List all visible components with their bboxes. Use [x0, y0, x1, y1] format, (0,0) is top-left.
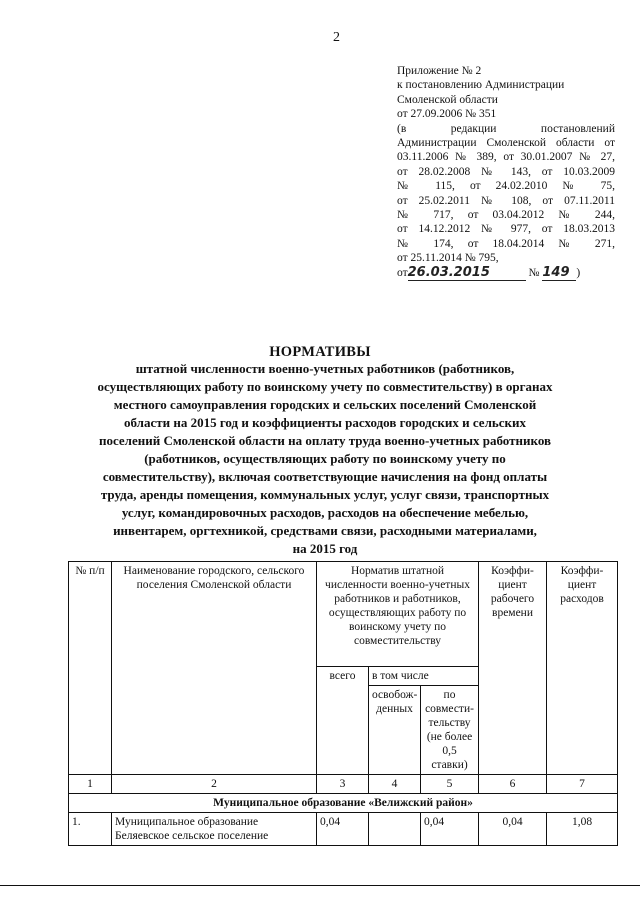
- column-number: 7: [547, 775, 618, 794]
- row-cost-coef: 1,08: [547, 813, 618, 846]
- row-time-coef: 0,04: [479, 813, 547, 846]
- subtitle-line: штатной численности военно-учетных работников (работников,: [135, 361, 515, 376]
- subtitle-line: (работников, осуществляющих работу по воинскому учету по: [144, 451, 506, 466]
- section-title: Муниципальное образование «Велижский район»: [69, 794, 618, 813]
- subtitle-line: услуг, командировочных расходов, расходов на обеспечение мебелью,: [121, 505, 529, 520]
- amendments-line: Администрации Смоленской области от: [397, 137, 615, 150]
- header-num: № п/п: [69, 562, 112, 775]
- header-cost-coef: Коэффи-циент расходов: [547, 562, 618, 775]
- amendments-line: № 717, от 03.04.2012 № 244,: [397, 208, 615, 221]
- column-number: 6: [479, 775, 547, 794]
- amendments-line: 03.11.2006 № 389, от 30.01.2007 № 27,: [397, 151, 615, 164]
- page-number: 2: [333, 30, 340, 45]
- column-number: 2: [112, 775, 317, 794]
- appendix-line: от 27.09.2006 № 351: [397, 108, 497, 121]
- row-released: [369, 813, 421, 846]
- handwritten-number: 149: [542, 264, 570, 280]
- sign-prefix: от: [397, 266, 408, 279]
- row-num: 1.: [69, 813, 112, 846]
- amendments-line: № 174, от 18.04.2014 № 271,: [397, 237, 615, 250]
- handwritten-date: 26.03.2015: [407, 264, 490, 280]
- document-title: НОРМАТИВЫ: [269, 344, 371, 360]
- amendments-line: № 115, от 24.02.2010 № 75,: [397, 180, 615, 193]
- amendments-line: от 25.11.2014 № 795,: [397, 252, 499, 265]
- row-name: Муниципальное образование Беляевское сельское поселение: [112, 813, 317, 846]
- header-name: Наименование городского, сельского поселения Смоленской области: [112, 562, 317, 775]
- appendix-block: [397, 64, 615, 282]
- appendix-line: Смоленской области: [397, 93, 498, 106]
- column-number: 3: [317, 775, 369, 794]
- appendix-line: к постановлению Администрации: [397, 79, 565, 92]
- header-including: в том числе: [369, 667, 479, 686]
- header-norm: Норматив штатной численности военно-учетных работников и работников, осуществляющих работу по воинскому учету по совместительству: [317, 562, 479, 667]
- column-number: 4: [369, 775, 421, 794]
- signature-line: [397, 266, 615, 282]
- sign-number-label: №: [528, 266, 540, 279]
- header-total: всего: [317, 667, 369, 775]
- document-subtitle: [75, 360, 575, 558]
- subtitle-line: области на 2015 год и коэффициенты расходов городских и сельских: [123, 415, 526, 430]
- column-numbers-row: [69, 775, 618, 794]
- page-bottom-rule: [0, 885, 640, 886]
- row-total: 0,04: [317, 813, 369, 846]
- subtitle-line: местного самоуправления городских и сельских поселений Смоленской: [113, 397, 537, 412]
- subtitle-line: совместительству), включая соответствующие начисления на фонд оплаты: [102, 469, 548, 484]
- subtitle-line: осуществляющих работу по воинскому учету по совместительству) в органах: [97, 379, 553, 394]
- appendix-line: Приложение № 2: [397, 65, 482, 77]
- amendments-line: от 28.02.2008 № 143, от 10.03.2009: [397, 165, 615, 178]
- row-part-time: 0,04: [421, 813, 479, 846]
- amendments-line: от 25.02.2011 № 108, от 07.11.2011: [397, 194, 615, 207]
- table-row: [69, 813, 618, 846]
- sign-close: ): [576, 266, 581, 279]
- subtitle-line: труда, аренды помещения, коммунальных услуг, услуг связи, транспортных: [100, 487, 550, 502]
- norms-table: [68, 561, 618, 846]
- amendments-line: (в редакции постановлений: [397, 122, 615, 135]
- section-row: [69, 794, 618, 813]
- header-part-time: по совмести-тельству (не более 0,5 ставки): [421, 686, 479, 775]
- amendments-line: от 14.12.2012 № 977, от 18.03.2013: [397, 223, 615, 236]
- column-number: 5: [421, 775, 479, 794]
- header-row: [69, 562, 618, 667]
- header-released: освобож-денных: [369, 686, 421, 775]
- column-number: 1: [69, 775, 112, 794]
- subtitle-line: на 2015 год: [292, 541, 358, 556]
- header-time-coef: Коэффи-циент рабочего времени: [479, 562, 547, 775]
- subtitle-line: поселений Смоленской области на оплату труда военно-учетных работников: [98, 433, 552, 448]
- subtitle-line: инвентарем, оргтехникой, средствами связи, расходными материалами,: [113, 523, 537, 538]
